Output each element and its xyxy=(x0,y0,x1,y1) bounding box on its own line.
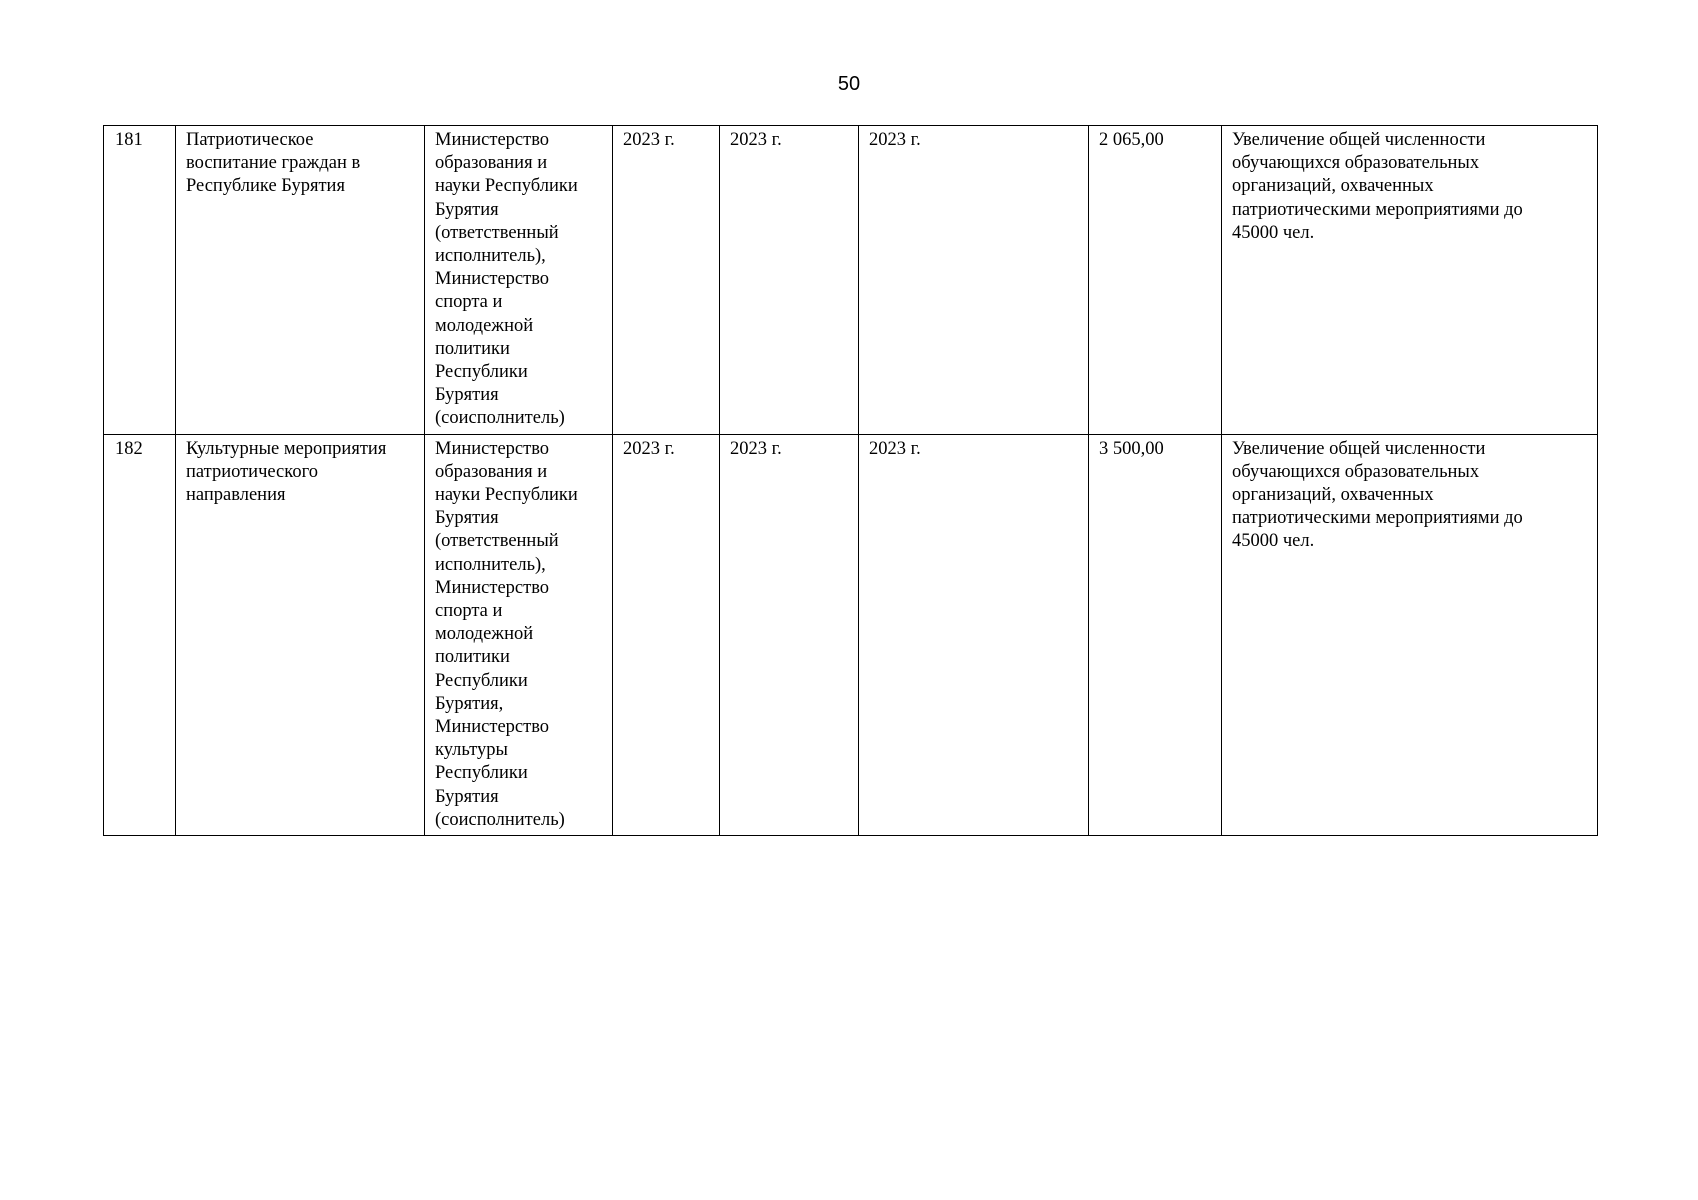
amount-cell: 2 065,00 xyxy=(1089,126,1222,435)
end-year-cell: 2023 г. xyxy=(720,434,859,835)
table-row xyxy=(104,434,1598,835)
start-year-cell: 2023 г. xyxy=(613,434,720,835)
executor-cell: Министерство образования и науки Республики Бурятия (ответственный исполнитель), Министерство спорта и молодежной политики Республики Бурятия (соисполнитель) xyxy=(425,126,613,435)
row-number: 182 xyxy=(104,434,176,835)
expected-result-cell: Увеличение общей численности обучающихся образовательных организаций, охваченных патриотическими мероприятиями до 45000 чел. xyxy=(1222,126,1598,435)
measure-name: Патриотическое воспитание граждан в Республике Бурятия xyxy=(176,126,425,435)
executor-cell: Министерство образования и науки Республики Бурятия (ответственный исполнитель), Министерство спорта и молодежной политики Республики Бурятия, Министерство культуры Республики Бурятия (соисполнитель) xyxy=(425,434,613,835)
start-year-cell: 2023 г. xyxy=(613,126,720,435)
amount-cell: 3 500,00 xyxy=(1089,434,1222,835)
measures-table xyxy=(103,125,1598,836)
table-row xyxy=(104,126,1598,435)
end-year-cell: 2023 г. xyxy=(720,126,859,435)
page-number: 50 xyxy=(837,73,861,95)
funding-year-cell: 2023 г. xyxy=(859,126,1089,435)
row-number: 181 xyxy=(104,126,176,435)
funding-year-cell: 2023 г. xyxy=(859,434,1089,835)
expected-result-cell: Увеличение общей численности обучающихся образовательных организаций, охваченных патриотическими мероприятиями до 45000 чел. xyxy=(1222,434,1598,835)
measure-name: Культурные мероприятия патриотического направления xyxy=(176,434,425,835)
